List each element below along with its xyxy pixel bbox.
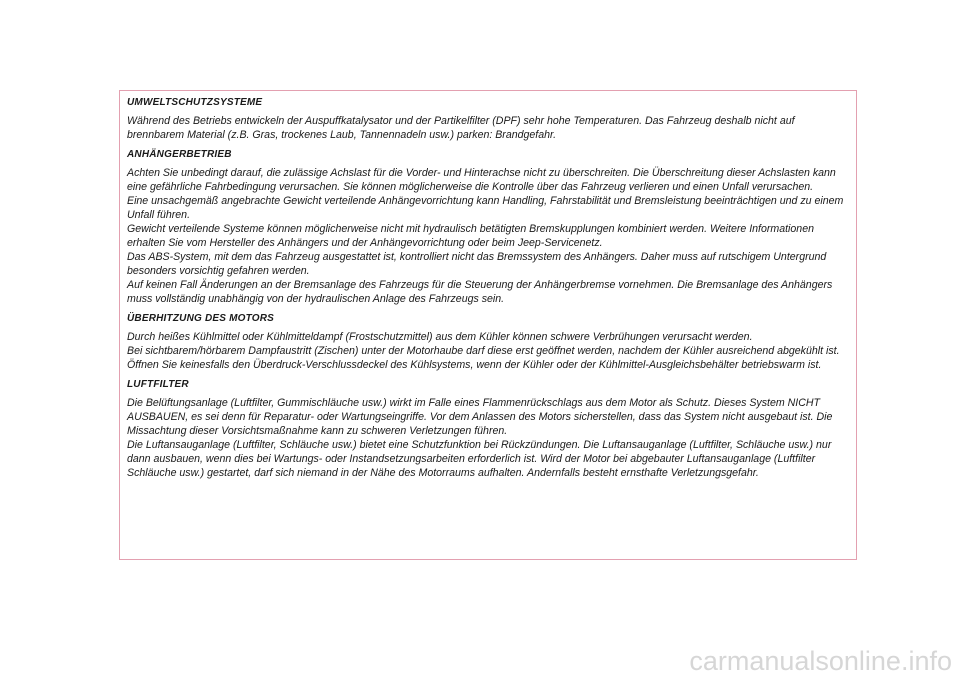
section-paragraph: Auf keinen Fall Änderungen an der Bremsanlage des Fahrzeugs für die Steuerung der Anhängerbremse vornehmen. Die Bremsanlage des Anhängers muss vollständig unabhängig von der hydraulischen Anlage des Fahrzeugs sein. [127,279,833,305]
section-heading: LUFTFILTER [127,379,189,390]
section-paragraph: Bei sichtbarem/hörbarem Dampfaustritt (Zischen) unter der Motorhaube darf diese erst geöffnet werden, nachdem der Kühler ausreichend abgekühlt ist. Öffnen Sie keinesfalls den Überdruck-Verschlussdeckel des Kühlsystems, wenn der Kühler oder der Kühlmittel-Ausgleichsbehälter betriebswarm ist. [127,345,840,371]
section-heading: UMWELTSCHUTZSYSTEME [127,97,263,108]
section-ueberhitzung-des-motors [127,313,848,372]
warning-box [119,90,857,560]
watermark: carmanualsonline.info [689,646,952,676]
section-paragraph: Während des Betriebs entwickeln der Auspuffkatalysator und der Partikelfilter (DPF) sehr hohe Temperaturen. Das Fahrzeug deshalb nicht auf brennbarem Material (z.B. Gras, trockenes Laub, Tannennadeln usw.) parken: Brandgefahr. [127,115,795,141]
section-heading: ANHÄNGERBETRIEB [127,149,232,160]
section-heading: ÜBERHITZUNG DES MOTORS [127,313,274,324]
section-paragraph: Achten Sie unbedingt darauf, die zulässige Achslast für die Vorder- und Hinterachse nicht zu überschreiten. Die Überschreitung dieser Achslasten kann eine gefährliche Fahrbedingung verursachen. Sie können möglicherweise die Kontrolle über das Fahrzeug verlieren und einen Unfall verursachen. [127,167,836,193]
section-paragraph: Eine unsachgemäß angebrachte Gewicht verteilende Anhängevorrichtung kann Handling, Fahrstabilität und Bremsleistung beeinträchtigen und zu einem Unfall führen. [127,195,844,221]
section-paragraph: Durch heißes Kühlmittel oder Kühlmitteldampf (Frostschutzmittel) aus dem Kühler können schwere Verbrühungen verursacht werden. [127,331,753,343]
section-luftfilter [127,379,848,480]
section-anhaengerbetrieb [127,149,848,306]
section-umweltschutzsysteme [127,97,848,142]
section-paragraph: Das ABS-System, mit dem das Fahrzeug ausgestattet ist, kontrolliert nicht das Bremssystem des Anhängers. Daher muss auf rutschigem Untergrund besonders vorsichtig gefahren werden. [127,251,827,277]
section-paragraph: Gewicht verteilende Systeme können möglicherweise nicht mit hydraulisch betätigten Bremskupplungen kombiniert werden. Weitere Informationen erhalten Sie vom Hersteller des Anhängers und der Anhängevorrichtung oder beim Jeep-Servicenetz. [127,223,814,249]
section-paragraph: Die Luftansauganlage (Luftfilter, Schläuche usw.) bietet eine Schutzfunktion bei Rückzündungen. Die Luftansauganlage (Luftfilter, Schläuche usw.) nur dann ausbauen, wenn dies bei Wartungs- oder Instandsetzungsarbeiten erforderlich ist. Wird der Motor bei abgebauter Luftansauganlage (Luftfilter Schläuche usw.) gestartet, darf sich niemand in der Nähe des Motorraums aufhalten. Andernfalls besteht ernsthafte Verletzungsgefahr. [127,439,832,479]
section-paragraph: Die Belüftungsanlage (Luftfilter, Gummischläuche usw.) wirkt im Falle eines Flammenrückschlags aus dem Motor als Schutz. Dieses System NICHT AUSBAUEN, es sei denn für Reparatur- oder Wartungseingriffe. Vor dem Anlassen des Motors sicherstellen, dass das System nicht ausgebaut ist. Die Missachtung dieser Vorsichtsmaßnahme kann zu schweren Verletzungen führen. [127,397,833,437]
